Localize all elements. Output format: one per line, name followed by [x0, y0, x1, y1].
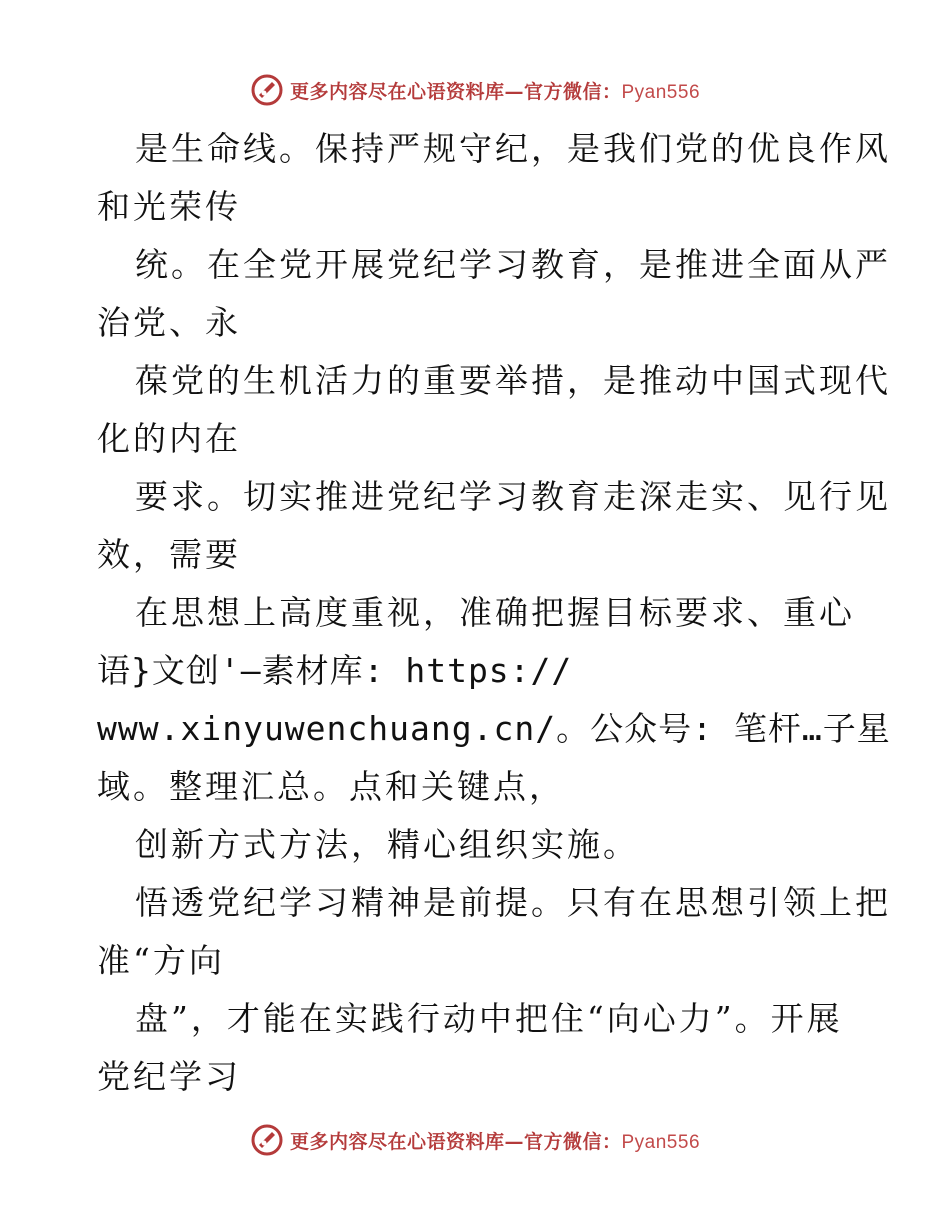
text-line: 统。在全党开展党纪学习教育，是推进全面从严: [135, 245, 891, 284]
text-line: 域。整理汇总。点和关键点，: [97, 767, 565, 806]
text-line: 效，需要: [97, 535, 241, 574]
text-line: 盘”，才能在实践行动中把住“向心力”。开展: [135, 999, 843, 1038]
header-banner: [0, 70, 950, 110]
text-line: 准“方向: [97, 941, 225, 980]
footer-text: 更多内容尽在心语资料库—官方微信：Pyan556: [289, 1130, 701, 1153]
text-line: 化的内在: [97, 419, 241, 458]
logo-icon: [250, 73, 284, 107]
text-line: 和光荣传: [97, 187, 241, 226]
footer-banner: [0, 1120, 950, 1160]
text-line: 葆党的生机活力的重要举措，是推动中国式现代: [135, 361, 891, 400]
text-line: 悟透党纪学习精神是前提。只有在思想引领上把: [135, 883, 891, 922]
text-line: 创新方式方法，精心组织实施。: [135, 825, 639, 864]
logo-icon: [250, 1123, 284, 1157]
text-line: 要求。切实推进党纪学习教育走深走实、见行见: [135, 477, 891, 516]
text-line: 党纪学习: [97, 1057, 241, 1096]
text-line: www.xinyuwenchuang.cn/。公众号: 笔杆…子星: [97, 709, 891, 748]
header-text: 更多内容尽在心语资料库—官方微信：Pyan556: [289, 80, 701, 103]
text-line: 是生命线。保持严规守纪，是我们党的优良作风: [135, 129, 891, 168]
document-body: [97, 120, 897, 1106]
text-line: 治党、永: [97, 303, 241, 342]
text-line: 语}文创'—素材库: https://: [97, 651, 573, 690]
header-wechat-id: Pyan556: [621, 81, 701, 103]
text-line: 在思想上高度重视，准确把握目标要求、重心: [135, 593, 855, 632]
footer-wechat-id: Pyan556: [621, 1131, 701, 1153]
